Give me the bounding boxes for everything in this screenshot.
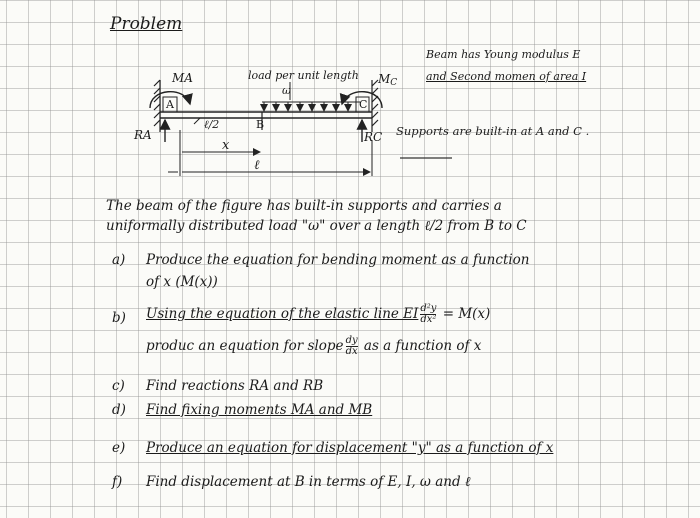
item-a-line-1: Produce the equation for bending moment as a function [146,252,530,268]
second-derivative-fraction: $\frac{\text{d²y}}{\text{dx²}}$ [420,303,437,325]
label-load: load per unit length [248,69,359,82]
label-ma: MA [172,71,193,85]
item-b-line-2: produc an equation for slope $\frac{dy}{dx}$ as a function of x [146,335,482,357]
label-rc: RC [364,130,383,144]
note-supports: Supports are built-in at A and C . [396,124,590,138]
label-b: B [256,118,265,131]
first-derivative-fraction: $\frac{dy}{dx}$ [345,335,358,357]
item-f-text: Find displacement at B in terms of E, I, ω and ℓ [146,474,471,490]
note-beam-line2: and Second momen of area I [426,70,587,83]
item-a-label: a) [112,252,126,268]
label-c: C [359,98,368,111]
label-l: ℓ [254,158,260,173]
item-f-label: f) [112,474,123,490]
intro-line-2: uniformally distributed load "ω" over a length ℓ/2 from B to C [106,218,527,234]
item-a-line-2: of x (M(x)) [146,274,218,290]
distributed-load [262,82,360,111]
note-beam-line1: Beam has Young modulus E [426,48,581,61]
beam [160,112,372,118]
label-half-length: ℓ/2 [204,118,220,131]
item-b-line-1: Using the equation of the elastic line EI $\frac{\text{d²y}}{\text{dx²}}$ = M(x) [146,303,491,325]
item-c-text: Find reactions RA and RB [146,378,324,394]
label-x: x [222,138,230,153]
item-e-label: e) [112,440,126,456]
label-w: ω [282,84,291,97]
dimension-lines [168,130,372,176]
intro-line-1: The beam of the figure has built-in supports and carries a [106,198,502,214]
item-d-text: Find fixing moments MA and MB [146,402,373,418]
left-wall [154,80,160,132]
item-c-label: c) [112,378,125,394]
item-e-text: Produce an equation for displacement "y" as a function of x [146,440,554,456]
beam-diagram [0,0,700,200]
item-b-label: b) [112,310,126,326]
label-a: A [166,98,174,111]
page-title: Problem [110,14,183,34]
item-d-label: d) [112,402,126,418]
label-mc: MC [378,72,398,88]
half-length-dim [194,118,200,124]
label-ra: RA [134,128,152,142]
